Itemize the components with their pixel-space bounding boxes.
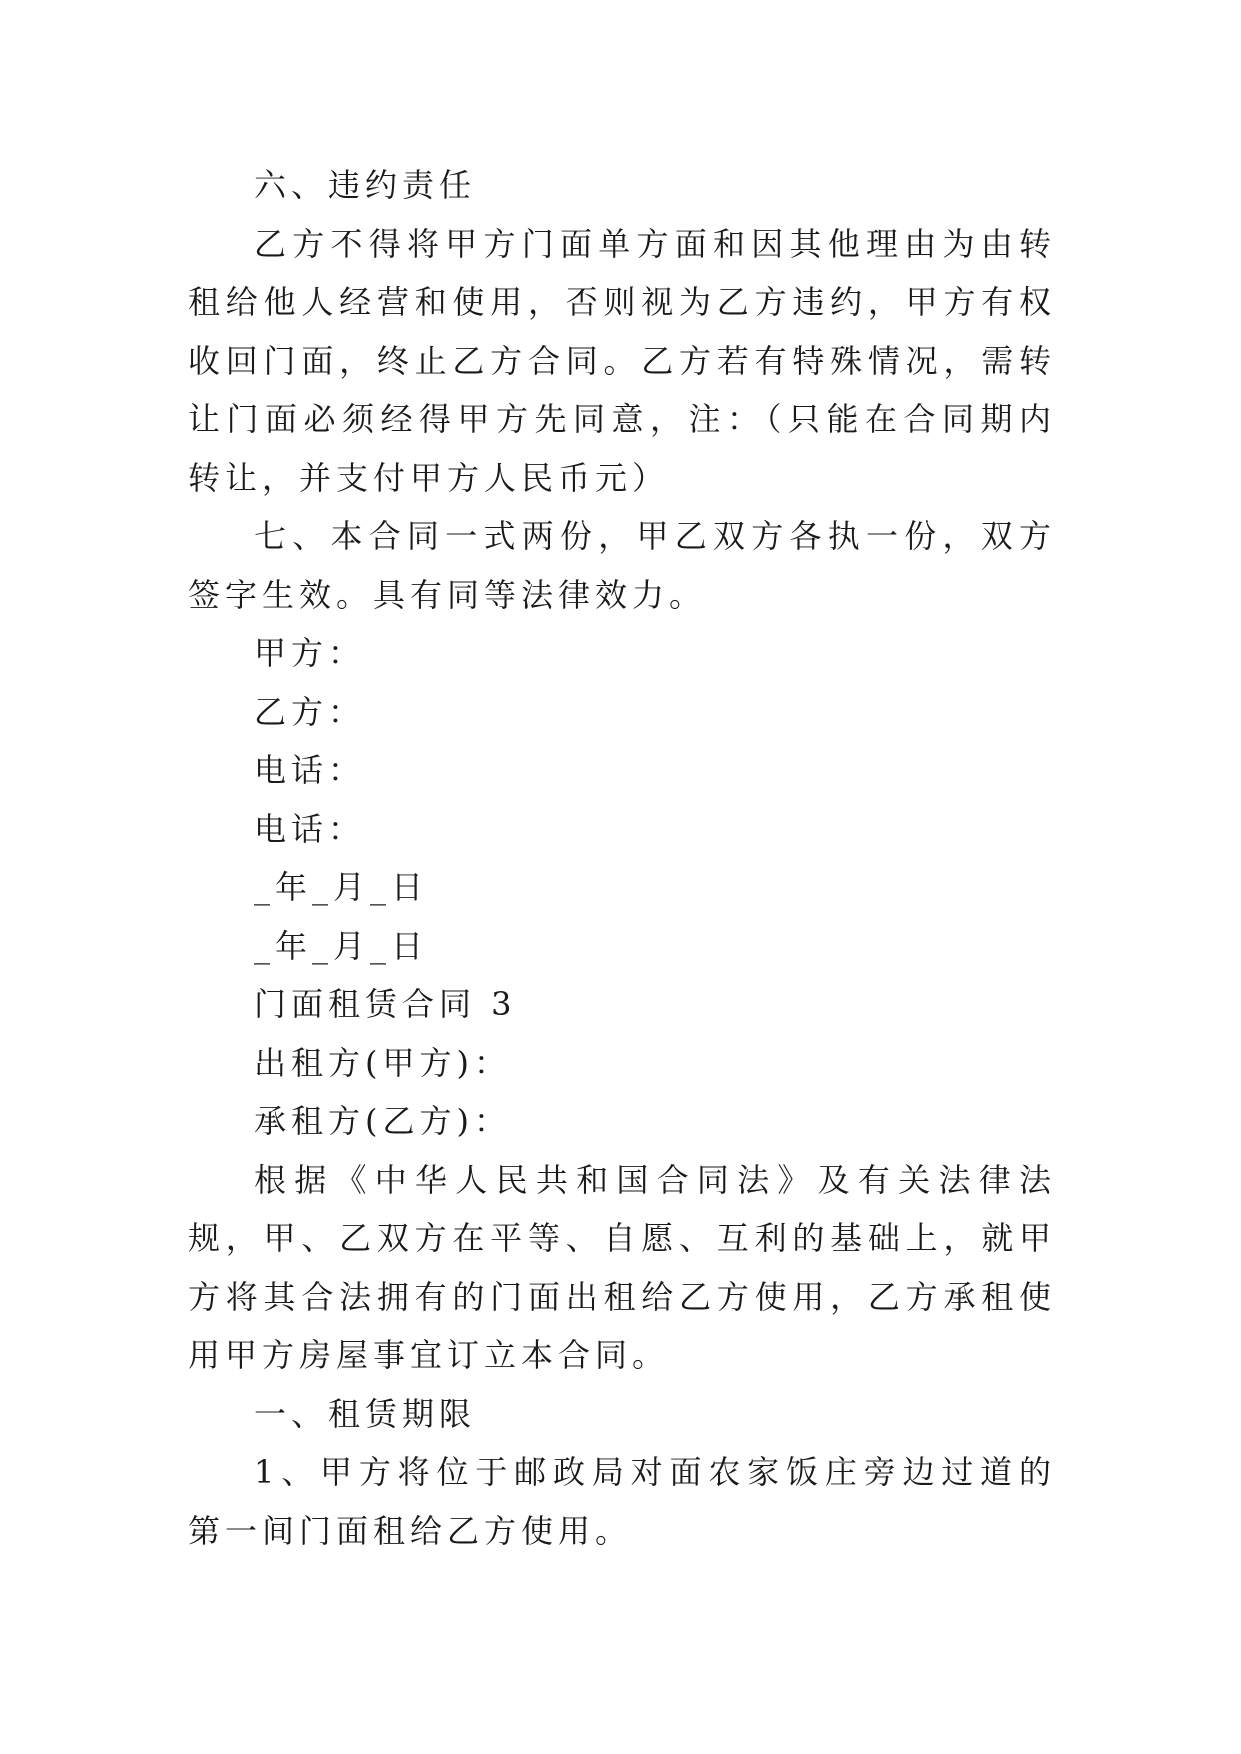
phone-party-b: 电话： [254,809,366,848]
date-party-b: _年_月_日 [254,926,429,965]
document-body [188,156,1056,1560]
paragraph-sublease-clause: 乙方不得将甲方门面单方面和因其他理由为由转租给他人经营和使用，否则视为乙方违约，甲方有权收回门面，终止乙方合同。乙方若有特殊情况，需转让门面必须经得甲方先同意，注：（只能在合同期内转让，并支付甲方人民币元） [188,224,1056,497]
signature-party-a: 甲方： [254,634,366,672]
paragraph-lease-location: 1、甲方将位于邮政局对面农家饭庄旁边过道的第一间门面租给乙方使用。 [188,1453,1056,1550]
paragraph-copies-clause: 七、本合同一式两份，甲乙双方各执一份，双方签字生效。具有同等法律效力。 [188,517,1056,614]
contract-title: 门面租赁合同 3 [254,985,517,1023]
section-heading-lease-term: 一、租赁期限 [254,1394,477,1433]
date-party-a: _年_月_日 [254,868,429,906]
signature-party-b: 乙方： [254,692,366,731]
lessor-label: 出租方(甲方)： [254,1043,511,1082]
phone-party-a: 电话： [254,751,366,789]
lessee-label: 承租方(乙方)： [254,1102,511,1140]
section-heading-breach-liability: 六、违约责任 [254,166,477,204]
paragraph-preamble: 根据《中华人民共和国合同法》及有关法律法规，甲、乙双方在平等、自愿、互利的基础上，就甲方将其合法拥有的门面出租给乙方使用，乙方承租使用甲方房屋事宜订立本合同。 [188,1160,1056,1374]
